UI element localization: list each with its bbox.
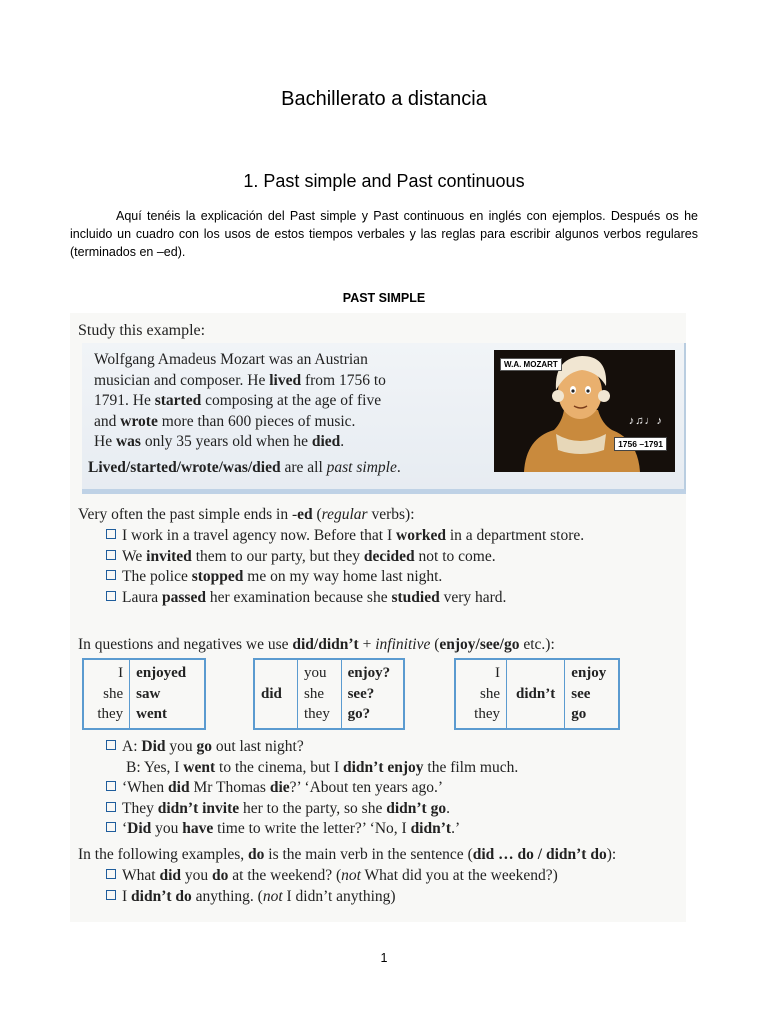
text-run: I work in a travel agency now. Before that I [122,527,397,544]
questions-intro [78,636,555,654]
table-row [455,659,619,729]
text-run: The police [122,568,192,585]
question-examples-list [106,737,518,840]
text-run: out last night? [212,738,304,755]
bold-run: enjoy/see/go [439,636,520,653]
checkbox-bullet-icon [106,802,116,812]
list-item [106,887,558,908]
pronoun: she [480,685,500,702]
bold-run: die [269,779,290,796]
text-run: the film much. [423,758,519,776]
bold-run: didn’t go [386,799,447,817]
question-table [253,658,405,730]
checkbox-bullet-icon [106,740,116,750]
text-run: Mr Thomas [189,779,270,796]
table-row [83,659,205,729]
bold-run: did/didn’t [292,636,359,653]
regular-verbs-intro [78,506,415,524]
text-run: anything. ( [191,887,263,905]
pronoun-column [298,659,342,729]
italic-run: not [262,887,283,905]
text-run: Laura [122,588,163,606]
pronoun: they [474,706,500,722]
verb: see? [347,685,375,702]
italic-run: not [341,867,361,884]
bold-run: didn’t [410,820,452,837]
main-verb-intro [78,846,616,864]
bold-run: Lived/started/wrote/was/died [88,459,281,476]
checkbox-bullet-icon [106,591,116,601]
text-run: ( [312,506,322,523]
list-item [106,737,518,758]
text-run: I didn’t anything) [282,887,396,905]
text-run: you [151,820,183,837]
text-run: What [122,867,160,884]
text-run: I [122,887,132,905]
example-line [94,350,474,371]
text-run: ( [430,636,440,653]
verb: saw [136,685,161,702]
text-run: is the main verb in the sentence ( [264,846,473,863]
bold-run: didn’t do [131,887,192,905]
text-run: and [94,412,121,430]
bold-run: have [182,820,214,837]
list-item [106,819,518,840]
pronoun-column [455,659,507,729]
verb: went [136,706,167,722]
bold-run: invited [146,547,192,565]
text-run: verbs): [367,506,415,523]
intro-text: Aquí tenéis la explicación del Past simple y Past continuous en inglés con ejemplos. Después os he incluido un cuadro con los usos de estos tiempos verbales y las reglas para escribir algunos verbos regulares (terminados en –ed). [70,209,698,259]
text-run: etc.): [519,636,555,653]
checkbox-bullet-icon [106,550,116,560]
list-item [106,866,558,887]
verb: go? [347,706,371,722]
text-run: ): [606,846,617,863]
text-run: ‘ [122,820,128,837]
text-run: from 1756 to [301,371,386,389]
example-line [94,412,474,433]
text-run: ?’ ‘About ten years ago.’ [289,779,444,796]
text-run: . [446,799,450,817]
music-notes-icon: ♪♫♩♪ [628,415,663,427]
negative-table [454,658,620,730]
aux-column: didn’t [507,659,565,729]
list-item [106,588,584,609]
checkbox-bullet-icon [106,822,116,832]
list-item [106,758,518,779]
text-run: at the weekend? ( [228,867,342,884]
pronoun-she: she [103,685,124,702]
bold-run: didn’t enjoy [343,758,424,776]
bold-run: started [154,392,202,410]
pronoun: they [304,706,330,722]
section-title: 1. Past simple and Past continuous [243,171,525,191]
text-run: musician and composer. He [94,371,270,389]
bold-run: did … do / didn’t do [472,846,607,863]
text-run: . [340,433,345,451]
text-run: composing at the age of five [201,392,382,410]
bold-run: died [311,433,341,451]
regular-verbs-list [106,526,584,608]
mozart-years-tag: 1756 –1791 [614,437,667,451]
text-run: A: [122,738,142,755]
verb: see [571,685,591,702]
list-item [106,526,584,547]
example-line [94,391,474,412]
past-simple-heading: PAST SIMPLE [342,291,426,305]
aux-column: did [254,659,298,729]
document-title: Bachillerato a distancia [281,88,487,110]
verb: enjoy [571,665,607,681]
verb: go [571,706,587,722]
text-run: ‘When [122,779,169,796]
page-number: 1 [380,951,388,965]
text-run: you [181,867,213,884]
text-run: + [358,636,376,653]
text-run: only 35 years old when he [140,433,312,451]
text-run: her to the party, so she [239,799,387,817]
text-run: not to come. [414,547,496,565]
bold-run: do [212,867,229,884]
list-item [106,778,518,799]
bold-run: do [248,846,265,863]
bold-run: ed [297,506,313,523]
text-run: He [94,433,116,451]
text-run: you [165,738,197,755]
bold-run: Did [141,738,166,755]
bold-run: go [196,738,212,755]
checkbox-bullet-icon [106,570,116,580]
checkbox-bullet-icon [106,781,116,791]
bold-run: stopped [191,568,244,585]
text-run: They [122,799,158,817]
text-run: Very often the past simple ends in - [78,506,298,523]
table-row [254,659,404,729]
list-item [106,547,584,568]
bold-run: went [183,758,216,776]
example-line [94,432,474,453]
bold-run: wrote [120,412,158,430]
mozart-name-tag: W.A. MOZART [500,358,562,371]
example-text [94,350,474,453]
bold-run: did [159,867,182,884]
pronoun: she [304,685,324,702]
study-label: Study this example: [78,322,206,339]
bold-run: passed [162,588,206,606]
text-run: to the cinema, but I [215,758,343,776]
bold-run: didn’t invite [157,799,240,817]
intro-paragraph [70,207,698,261]
bold-run: did [168,779,190,796]
list-item [106,567,584,588]
text-run: B: Yes, I [126,758,184,776]
bold-run: worked [396,527,446,544]
verb: enjoy? [347,665,391,681]
example-footnote [88,459,401,477]
pronoun: you [304,665,327,681]
bold-run: lived [269,371,302,389]
text-run: me on my way home last night. [243,568,443,585]
mozart-illustration [494,350,675,472]
main-verb-list [106,866,558,907]
text-run: 1791. He [94,392,155,410]
italic-run: regular [321,506,368,523]
verb-column [341,659,404,729]
text-run: .’ [451,820,461,837]
text-run: Wolfgang Amadeus Mozart was an Austrian [94,351,368,368]
textbook-scan [70,313,686,922]
text-run: time to write the letter?’ ‘No, I [213,820,411,837]
bold-run: decided [363,547,415,565]
pronoun-column [83,659,130,729]
text-run: In questions and negatives we use [78,636,293,653]
verb-column [130,659,205,729]
bold-run: Did [127,820,152,837]
text-run: more than 600 pieces of music. [157,412,356,430]
text-run: them to our party, but they [191,547,364,565]
verb: enjoyed [136,665,187,681]
text-run: We [122,547,147,565]
checkbox-bullet-icon [106,869,116,879]
pronoun-they: they [97,706,124,722]
checkbox-bullet-icon [106,529,116,539]
list-item [106,799,518,820]
text-run: her examination because she [205,588,392,606]
pronoun: I [495,665,500,681]
italic-run: infinitive [375,636,431,653]
pronoun-i: I [118,665,124,681]
italic-run: past simple [326,459,397,476]
positive-table [82,658,206,730]
text-run: in a department store. [445,527,585,544]
text-run: very hard. [439,588,507,606]
bold-run: studied [391,588,440,606]
bold-run: was [115,433,141,451]
checkbox-bullet-icon [106,890,116,900]
text-run: are all [280,459,327,476]
verb-column [565,659,619,729]
text-run: What did you at the weekend?) [360,867,558,884]
example-line [94,371,474,392]
text-run: In the following examples, [78,846,249,863]
text-run: . [396,459,401,476]
